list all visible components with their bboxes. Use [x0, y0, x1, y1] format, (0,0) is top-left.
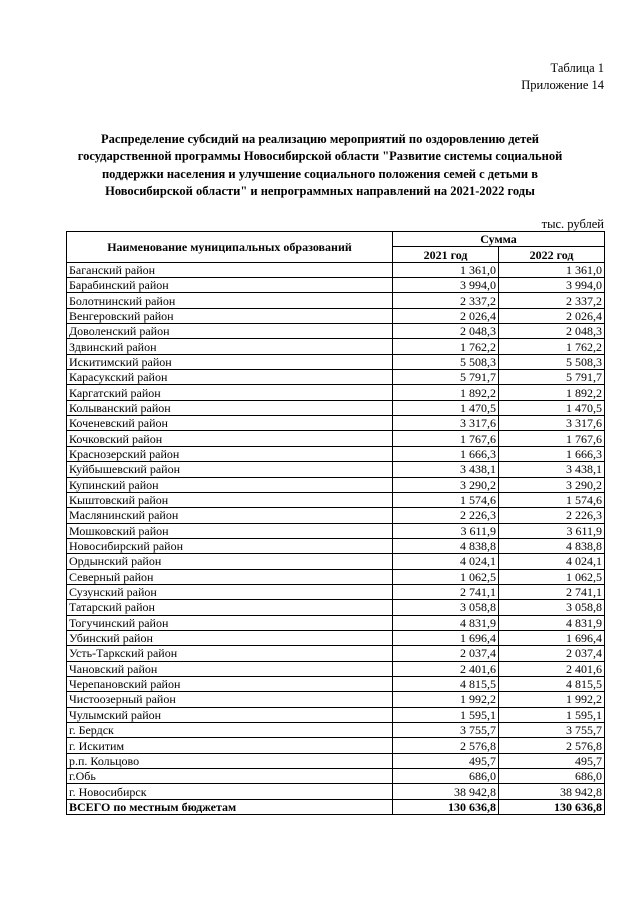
table-row [67, 646, 605, 661]
amount-2021: 2 026,4 [393, 308, 499, 323]
amount-2022: 1 892,2 [499, 385, 605, 400]
amount-2021: 4 838,8 [393, 538, 499, 553]
table-row [67, 339, 605, 354]
table-row [67, 354, 605, 369]
amount-2021: 1 595,1 [393, 707, 499, 722]
municipality-name: Кыштовский район [67, 492, 393, 507]
table-row [67, 738, 605, 753]
amount-2022: 4 815,5 [499, 676, 605, 691]
municipality-name: Куйбышевский район [67, 462, 393, 477]
amount-2022: 1 062,5 [499, 569, 605, 584]
table-row [67, 462, 605, 477]
municipality-name: Усть-Таркский район [67, 646, 393, 661]
amount-2022: 3 611,9 [499, 523, 605, 538]
municipality-name: Баганский район [67, 262, 393, 277]
amount-2022: 5 508,3 [499, 354, 605, 369]
amount-2021: 2 401,6 [393, 661, 499, 676]
municipality-name: Болотнинский район [67, 293, 393, 308]
amount-2021: 2 048,3 [393, 324, 499, 339]
table-row [67, 385, 605, 400]
table-row [67, 400, 605, 415]
amount-2022: 1 574,6 [499, 492, 605, 507]
table-number-label: Таблица 1 [550, 61, 604, 75]
total-row [67, 799, 605, 814]
amount-2021: 1 666,3 [393, 446, 499, 461]
table-row [67, 278, 605, 293]
column-header-name: Наименование муниципальных образований [67, 232, 393, 263]
amount-2022: 2 576,8 [499, 738, 605, 753]
amount-2021: 3 438,1 [393, 462, 499, 477]
amount-2021: 1 696,4 [393, 630, 499, 645]
municipality-name: г.Обь [67, 769, 393, 784]
amount-2022: 1 666,3 [499, 446, 605, 461]
column-header-2021: 2021 год [393, 247, 499, 262]
table-row [67, 523, 605, 538]
amount-2022: 1 767,6 [499, 431, 605, 446]
amount-2022: 2 226,3 [499, 508, 605, 523]
municipality-name: Кочковский район [67, 431, 393, 446]
amount-2021: 1 992,2 [393, 692, 499, 707]
table-row [67, 600, 605, 615]
municipality-name: Чулымский район [67, 707, 393, 722]
amount-2021: 1 470,5 [393, 400, 499, 415]
document-title: Распределение субсидий на реализацию мероприятий по оздоровлению детей государственной программы Новосибирской области "Развитие системы социальной поддержки населения и улучшение социального положения семей с детьми в Новосибирской области" и непрограммных направлений на 2021-2022 годы [77, 132, 563, 198]
subsidy-table [66, 231, 605, 815]
amount-2022: 2 741,1 [499, 584, 605, 599]
municipality-name: г. Искитим [67, 738, 393, 753]
amount-2021: 5 508,3 [393, 354, 499, 369]
table-row [67, 492, 605, 507]
amount-2021: 3 611,9 [393, 523, 499, 538]
amount-2021: 2 741,1 [393, 584, 499, 599]
municipality-name: Сузунский район [67, 584, 393, 599]
amount-2022: 3 290,2 [499, 477, 605, 492]
amount-2021: 1 892,2 [393, 385, 499, 400]
table-row [67, 723, 605, 738]
amount-2021: 686,0 [393, 769, 499, 784]
units-label: тыс. рублей [541, 217, 604, 231]
municipality-name: Карасукский район [67, 370, 393, 385]
table-row [67, 538, 605, 553]
appendix-label: Приложение 14 [521, 78, 604, 92]
amount-2021: 2 576,8 [393, 738, 499, 753]
amount-2022: 1 595,1 [499, 707, 605, 722]
amount-2021: 2 037,4 [393, 646, 499, 661]
municipality-name: р.п. Кольцово [67, 753, 393, 768]
municipality-name: г. Новосибирск [67, 784, 393, 799]
amount-2022: 1 361,0 [499, 262, 605, 277]
municipality-name: г. Бердск [67, 723, 393, 738]
total-label: ВСЕГО по местным бюджетам [67, 799, 393, 814]
table-row [67, 308, 605, 323]
table-row [67, 784, 605, 799]
amount-2021: 1 767,6 [393, 431, 499, 446]
municipality-name: Каргатский район [67, 385, 393, 400]
amount-2021: 4 831,9 [393, 615, 499, 630]
amount-2022: 4 831,9 [499, 615, 605, 630]
municipality-name: Венгеровский район [67, 308, 393, 323]
amount-2021: 2 337,2 [393, 293, 499, 308]
municipality-name: Краснозерский район [67, 446, 393, 461]
amount-2021: 4 815,5 [393, 676, 499, 691]
municipality-name: Мошковский район [67, 523, 393, 538]
total-2022: 130 636,8 [499, 799, 605, 814]
municipality-name: Купинский район [67, 477, 393, 492]
table-row [67, 370, 605, 385]
municipality-name: Новосибирский район [67, 538, 393, 553]
municipality-name: Северный район [67, 569, 393, 584]
amount-2022: 38 942,8 [499, 784, 605, 799]
amount-2022: 3 994,0 [499, 278, 605, 293]
amount-2021: 1 361,0 [393, 262, 499, 277]
municipality-name: Тогучинский район [67, 615, 393, 630]
table-row [67, 431, 605, 446]
municipality-name: Доволенский район [67, 324, 393, 339]
amount-2021: 4 024,1 [393, 554, 499, 569]
amount-2022: 495,7 [499, 753, 605, 768]
table-row [67, 676, 605, 691]
amount-2022: 3 058,8 [499, 600, 605, 615]
amount-2022: 2 401,6 [499, 661, 605, 676]
table-row [67, 769, 605, 784]
amount-2021: 495,7 [393, 753, 499, 768]
table-row [67, 508, 605, 523]
amount-2021: 2 226,3 [393, 508, 499, 523]
amount-2021: 5 791,7 [393, 370, 499, 385]
municipality-name: Здвинский район [67, 339, 393, 354]
table-row [67, 262, 605, 277]
column-header-2022: 2022 год [499, 247, 605, 262]
municipality-name: Черепановский район [67, 676, 393, 691]
amount-2022: 686,0 [499, 769, 605, 784]
municipality-name: Колыванский район [67, 400, 393, 415]
table-row [67, 753, 605, 768]
municipality-name: Маслянинский район [67, 508, 393, 523]
municipality-name: Чановский район [67, 661, 393, 676]
table-row [67, 293, 605, 308]
table-row [67, 569, 605, 584]
municipality-name: Искитимский район [67, 354, 393, 369]
amount-2022: 2 037,4 [499, 646, 605, 661]
amount-2021: 3 317,6 [393, 416, 499, 431]
total-2021: 130 636,8 [393, 799, 499, 814]
table-row [67, 446, 605, 461]
table-row [67, 615, 605, 630]
amount-2022: 1 992,2 [499, 692, 605, 707]
municipality-name: Чистоозерный район [67, 692, 393, 707]
amount-2021: 1 762,2 [393, 339, 499, 354]
amount-2022: 2 337,2 [499, 293, 605, 308]
amount-2022: 1 470,5 [499, 400, 605, 415]
column-header-sum: Сумма [393, 232, 605, 247]
municipality-name: Татарский район [67, 600, 393, 615]
table-row [67, 477, 605, 492]
municipality-name: Ордынский район [67, 554, 393, 569]
amount-2021: 3 994,0 [393, 278, 499, 293]
municipality-name: Коченевский район [67, 416, 393, 431]
table-row [67, 630, 605, 645]
table-body [67, 262, 605, 799]
table-row [67, 661, 605, 676]
table-row [67, 416, 605, 431]
table-row [67, 692, 605, 707]
table-row [67, 324, 605, 339]
amount-2021: 3 755,7 [393, 723, 499, 738]
amount-2021: 3 290,2 [393, 477, 499, 492]
amount-2022: 1 696,4 [499, 630, 605, 645]
amount-2021: 1 574,6 [393, 492, 499, 507]
amount-2022: 4 838,8 [499, 538, 605, 553]
amount-2022: 3 755,7 [499, 723, 605, 738]
amount-2022: 3 317,6 [499, 416, 605, 431]
document-reference [521, 60, 604, 94]
table-row [67, 707, 605, 722]
municipality-name: Барабинский район [67, 278, 393, 293]
amount-2022: 3 438,1 [499, 462, 605, 477]
amount-2022: 1 762,2 [499, 339, 605, 354]
amount-2021: 3 058,8 [393, 600, 499, 615]
amount-2021: 38 942,8 [393, 784, 499, 799]
table-row [67, 584, 605, 599]
amount-2022: 2 026,4 [499, 308, 605, 323]
amount-2022: 5 791,7 [499, 370, 605, 385]
amount-2022: 4 024,1 [499, 554, 605, 569]
amount-2022: 2 048,3 [499, 324, 605, 339]
amount-2021: 1 062,5 [393, 569, 499, 584]
municipality-name: Убинский район [67, 630, 393, 645]
table-row [67, 554, 605, 569]
